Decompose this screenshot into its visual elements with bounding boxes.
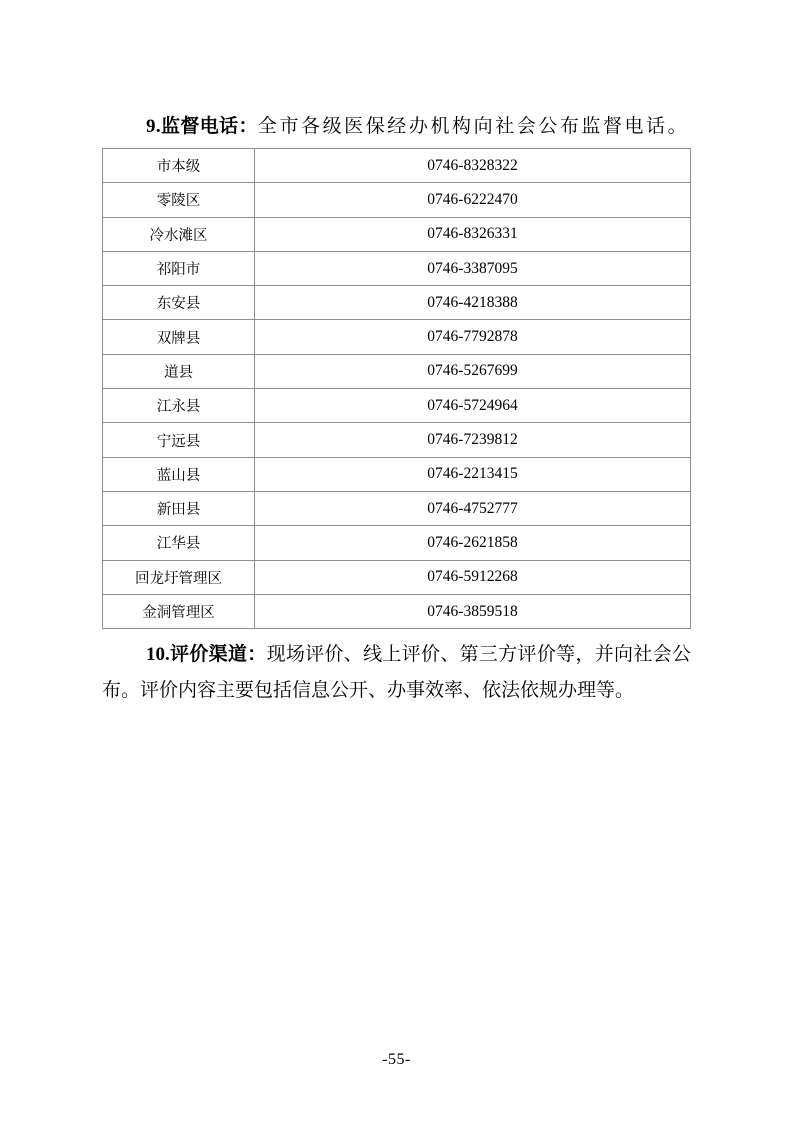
table-row: [103, 320, 691, 354]
table-row: [103, 217, 691, 251]
region-cell: 零陵区: [103, 183, 255, 217]
section-9-label: 9.监督电话：: [146, 116, 258, 137]
section-10-label: 10.评价渠道：: [146, 644, 267, 666]
table-row: [103, 423, 691, 457]
phone-cell: 0746-5912268: [255, 560, 691, 594]
table-row: [103, 560, 691, 594]
section-10-paragraph: [102, 637, 691, 709]
supervision-phone-table: [102, 148, 691, 629]
phone-cell: 0746-8328322: [255, 149, 691, 183]
region-cell: 新田县: [103, 491, 255, 525]
region-cell: 祁阳市: [103, 251, 255, 285]
phone-cell: 0746-7239812: [255, 423, 691, 457]
region-cell: 市本级: [103, 149, 255, 183]
phone-cell: 0746-5724964: [255, 389, 691, 423]
region-cell: 回龙圩管理区: [103, 560, 255, 594]
table-row: [103, 149, 691, 183]
section-10-text: 现场评价、线上评价、第三方评价等，并向社会公布。评价内容主要包括信息公开、办事效率、依法依规办理等。: [102, 644, 691, 702]
table-row: [103, 491, 691, 525]
table-row: [103, 389, 691, 423]
table-row: [103, 594, 691, 628]
phone-cell: 0746-5267699: [255, 354, 691, 388]
table-row: [103, 457, 691, 491]
table-row: [103, 183, 691, 217]
phone-cell: 0746-2213415: [255, 457, 691, 491]
table-row: [103, 251, 691, 285]
region-cell: 江华县: [103, 526, 255, 560]
region-cell: 金洞管理区: [103, 594, 255, 628]
region-cell: 江永县: [103, 389, 255, 423]
phone-cell: 0746-3387095: [255, 251, 691, 285]
phone-cell: 0746-4752777: [255, 491, 691, 525]
region-cell: 双牌县: [103, 320, 255, 354]
table-row: [103, 354, 691, 388]
section-9-heading: [102, 109, 691, 145]
region-cell: 冷水滩区: [103, 217, 255, 251]
table-row: [103, 526, 691, 560]
region-cell: 宁远县: [103, 423, 255, 457]
phone-cell: 0746-6222470: [255, 183, 691, 217]
phone-cell: 0746-3859518: [255, 594, 691, 628]
section-9-text: 全市各级医保经办机构向社会公布监督电话。: [257, 116, 690, 137]
phone-cell: 0746-4218388: [255, 286, 691, 320]
region-cell: 东安县: [103, 286, 255, 320]
phone-cell: 0746-2621858: [255, 526, 691, 560]
page-number: -55-: [382, 1051, 411, 1068]
phone-table-body: [103, 149, 691, 629]
phone-cell: 0746-8326331: [255, 217, 691, 251]
table-row: [103, 286, 691, 320]
region-cell: 蓝山县: [103, 457, 255, 491]
region-cell: 道县: [103, 354, 255, 388]
phone-cell: 0746-7792878: [255, 320, 691, 354]
